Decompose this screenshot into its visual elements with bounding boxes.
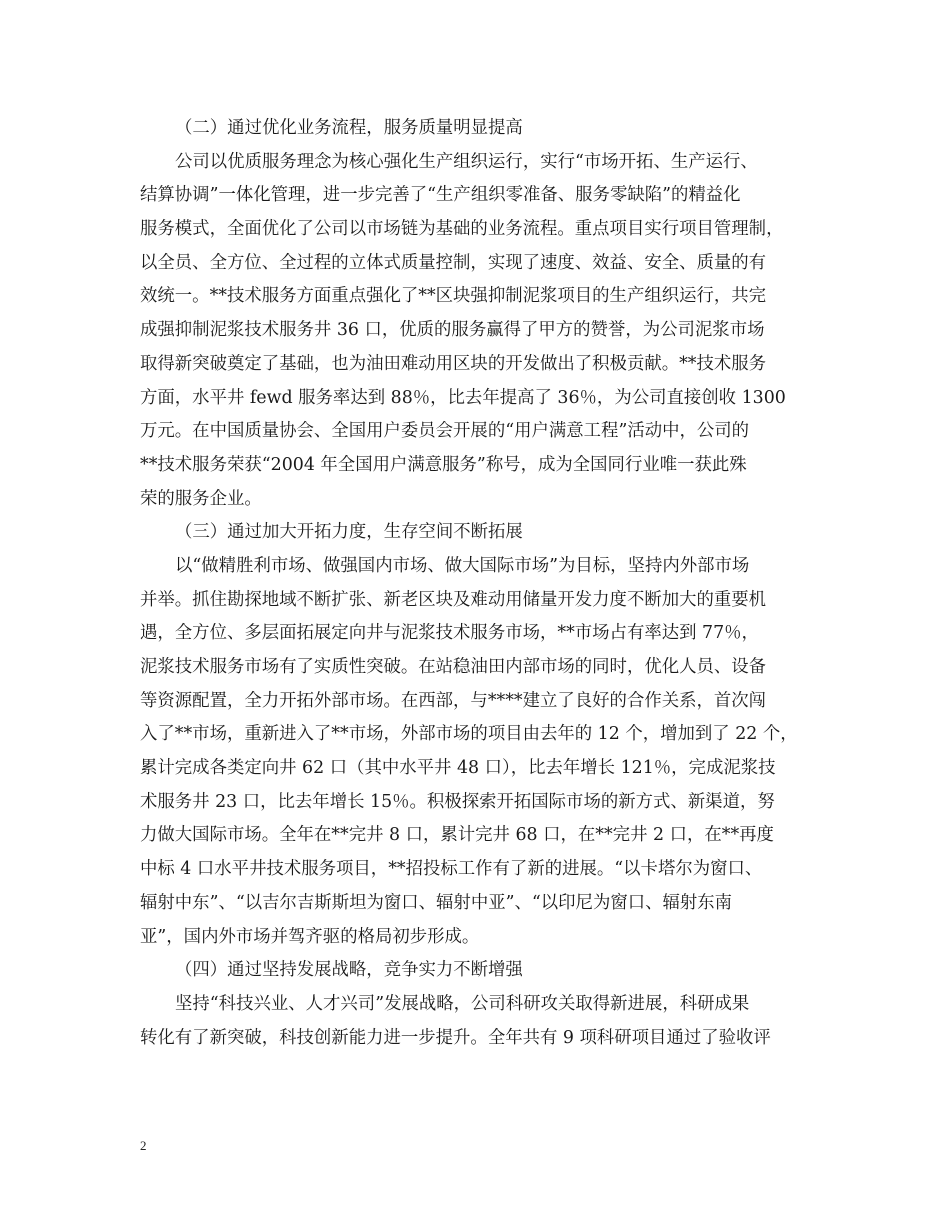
paragraph-line: **技术服务荣获“2004 年全国用户满意服务”称号，成为全国同行业唯一获此殊 [140, 454, 747, 475]
paragraph-line: 等资源配置，全力开拓外部市场。在西部，与****建立了良好的合作关系，首次闯 [140, 690, 767, 711]
paragraph-line: 万元。在中国质量协会、全国用户委员会开展的“用户满意工程”活动中，公司的 [140, 421, 750, 442]
paragraph-line: 结算协调”一体化管理，进一步完善了“生产组织零准备、服务零缺陷”的精益化 [140, 185, 741, 206]
paragraph-line: 转化有了新突破，科技创新能力进一步提升。全年共有 9 项科研项目通过了验收评 [140, 1027, 771, 1048]
paragraph-line: 入了**市场，重新进入了**市场，外部市场的项目由去年的 12 个，增加到了 22 个， [140, 724, 798, 745]
paragraph-line: 术服务井 23 口，比去年增长 15％。积极探索开拓国际市场的新方式、新渠道，努 [140, 791, 775, 812]
paragraph-line: 以“做精胜利市场、做强国内市场、做大国际市场”为目标，坚持内外部市场 [175, 555, 750, 576]
page-number: 2 [140, 1138, 147, 1153]
paragraph-line: 坚持“科技兴业、人才兴司”发展战略，公司科研攻关取得新进展，科研成果 [175, 993, 750, 1014]
section-heading-2: （二）通过优化业务流程，服务质量明显提高 [175, 118, 523, 138]
paragraph-line: 累计完成各类定向井 62 口（其中水平井 48 口），比去年增长 121％，完成泥浆技 [140, 758, 776, 779]
section-heading-4: （四）通过坚持发展战略，竞争实力不断增强 [175, 960, 523, 981]
document-body [140, 112, 830, 1055]
paragraph-line: 方面，水平井 fewd 服务率达到 88％，比去年提高了 36％，为公司直接创收 1300 [140, 387, 786, 408]
paragraph-line: 成强抑制泥浆技术服务井 36 口，优质的服务赢得了甲方的赞誉，为公司泥浆市场 [140, 320, 765, 341]
paragraph-line: 并举。抓住勘探地域不断扩张、新老区块及难动用储量开发力度不断加大的重要机 [140, 589, 767, 610]
paragraph-line: 遇，全方位、多层面拓展定向井与泥浆技术服务市场，**市场占有率达到 77％， [140, 623, 759, 644]
paragraph-line: 效统一。**技术服务方面重点强化了**区块强抑制泥浆项目的生产组织运行，共完 [140, 286, 767, 307]
paragraph-line: 公司以优质服务理念为核心强化生产组织运行，实行“市场开拓、生产运行、 [175, 151, 758, 172]
paragraph-line: 亚”，国内外市场并驾齐驱的格局初步形成。 [140, 926, 480, 947]
paragraph-line: 服务模式，全面优化了公司以市场链为基础的业务流程。重点项目实行项目管理制， [140, 219, 784, 240]
section-heading-3: （三）通过加大开拓力度，生存空间不断拓展 [175, 522, 523, 543]
paragraph-line: 辐射中东”、“以吉尔吉斯斯坦为窗口、辐射中亚”、“以印尼为窗口、辐射东南 [140, 892, 733, 913]
paragraph-line: 中标 4 口水平井技术服务项目，**招投标工作有了新的进展。“以卡塔尔为窗口、 [140, 859, 763, 880]
paragraph-line: 取得新突破奠定了基础，也为油田难动用区块的开发做出了积极贡献。**技术服务 [140, 353, 767, 374]
paragraph-line: 力做大国际市场。全年在**完井 8 口，累计完井 68 口，在**完井 2 口，在**再度 [140, 825, 774, 846]
paragraph-line: 以全员、全方位、全过程的立体式质量控制，实现了速度、效益、安全、质量的有 [140, 252, 767, 273]
paragraph-line: 泥浆技术服务市场有了实质性突破。在站稳油田内部市场的同时，优化人员、设备 [140, 657, 767, 677]
paragraph-line: 荣的服务企业。 [140, 488, 262, 509]
